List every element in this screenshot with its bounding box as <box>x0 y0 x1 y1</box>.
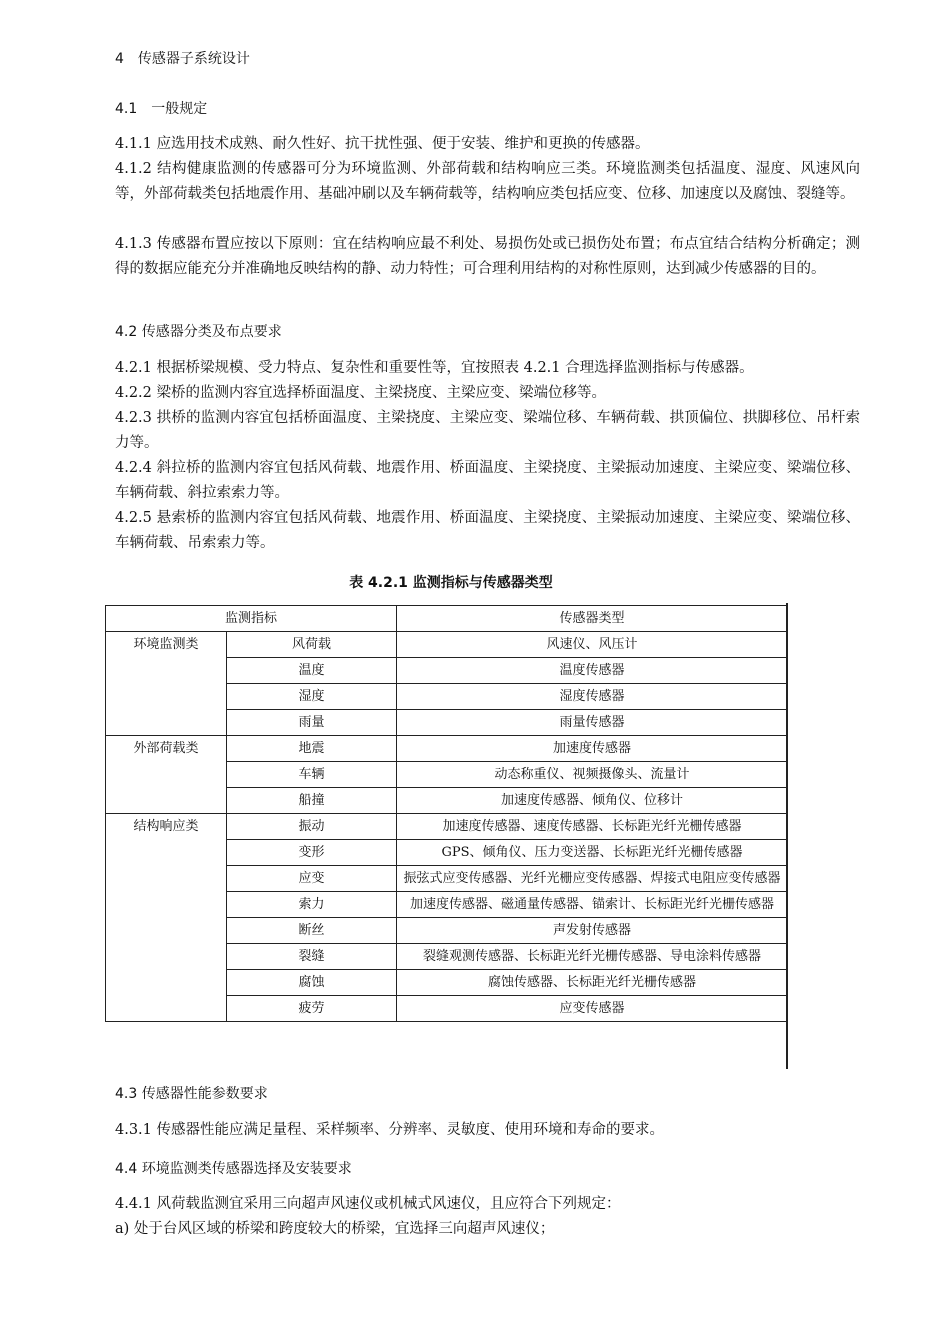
table-caption: 表 4.2.1 监测指标与传感器类型 <box>349 575 553 591</box>
header-indicator: 监测指标 <box>106 606 397 632</box>
paragraph-4-3-1: 4.3.1 传感器性能应满足量程、采样频率、分辨率、灵敏度、使用环境和寿命的要求。 <box>115 1122 665 1138</box>
list-item-a: a) 处于台风区域的桥梁和跨度较大的桥梁，宜选择三向超声风速仪； <box>115 1221 555 1237</box>
sensor-cell: 加速度传感器 <box>397 736 788 762</box>
sensor-cell: 风速仪、风压计 <box>397 632 788 658</box>
sensor-cell: 湿度传感器 <box>397 684 788 710</box>
header-sensor: 传感器类型 <box>397 606 788 632</box>
sensor-cell: 雨量传感器 <box>397 710 788 736</box>
sensor-cell: 应变传感器 <box>397 996 788 1022</box>
indicator-cell: 断丝 <box>227 918 397 944</box>
sensor-cell: 动态称重仪、视频摄像头、流量计 <box>397 762 788 788</box>
paragraph-4-1-3: 4.1.3 传感器布置应按以下原则：宜在结构响应最不利处、易损伤处或已损伤处布置；布点宜结合结构分析确定；测得的数据应能充分并准确地反映结构的静、动力特性；可合理利用结构的对称性原则，达到减少传感器的目的。 <box>115 236 860 277</box>
indicator-cell: 湿度 <box>227 684 397 710</box>
paragraph-4-4-1: 4.4.1 风荷载监测宜采用三向超声风速仪或机械式风速仪，且应符合下列规定： <box>115 1196 621 1212</box>
group-name: 结构响应类 <box>106 814 227 1022</box>
indicator-cell: 疲劳 <box>227 996 397 1022</box>
table-right-border <box>786 603 788 1069</box>
paragraph-4-2-3: 4.2.3 拱桥的监测内容宜包括桥面温度、主梁挠度、主梁应变、梁端位移、车辆荷载、拱顶偏位、拱脚移位、吊杆索力等。 <box>115 410 860 451</box>
group-name: 外部荷载类 <box>106 736 227 814</box>
indicator-cell: 变形 <box>227 840 397 866</box>
indicator-cell: 雨量 <box>227 710 397 736</box>
sensor-cell: 温度传感器 <box>397 658 788 684</box>
indicator-cell: 应变 <box>227 866 397 892</box>
subsection-heading-4-3: 4.3 传感器性能参数要求 <box>115 1086 268 1102</box>
indicator-cell: 风荷载 <box>227 632 397 658</box>
sensor-table <box>105 605 788 1022</box>
sensor-cell: 振弦式应变传感器、光纤光栅应变传感器、焊接式电阻应变传感器 <box>397 866 788 892</box>
subsection-heading-4-1: 4.1 一般规定 <box>115 101 208 117</box>
sensor-cell: 加速度传感器、速度传感器、长标距光纤光栅传感器 <box>397 814 788 840</box>
table-row <box>106 814 788 840</box>
indicator-cell: 地震 <box>227 736 397 762</box>
sensor-cell: 声发射传感器 <box>397 918 788 944</box>
paragraph-4-1-2: 4.1.2 结构健康监测的传感器可分为环境监测、外部荷载和结构响应三类。环境监测类包括温度、湿度、风速风向等，外部荷载类包括地震作用、基础冲刷以及车辆荷载等，结构响应类包括应变、位移、加速度以及腐蚀、裂缝等。 <box>115 161 860 202</box>
subsection-heading-4-4: 4.4 环境监测类传感器选择及安装要求 <box>115 1161 352 1177</box>
group-name: 环境监测类 <box>106 632 227 736</box>
sensor-cell: 裂缝观测传感器、长标距光纤光栅传感器、导电涂料传感器 <box>397 944 788 970</box>
sensor-cell: 腐蚀传感器、长标距光纤光栅传感器 <box>397 970 788 996</box>
indicator-cell: 裂缝 <box>227 944 397 970</box>
subsection-heading-4-2: 4.2 传感器分类及布点要求 <box>115 324 282 340</box>
paragraph-4-1-1: 4.1.1 应选用技术成熟、耐久性好、抗干扰性强、便于安装、维护和更换的传感器。 <box>115 136 650 152</box>
table-row <box>106 632 788 658</box>
section-heading: 4 传感器子系统设计 <box>115 51 250 67</box>
indicator-cell: 温度 <box>227 658 397 684</box>
paragraph-4-2-1: 4.2.1 根据桥梁规模、受力特点、复杂性和重要性等，宜按照表 4.2.1 合理选择监测指标与传感器。 <box>115 360 754 376</box>
table-row <box>106 736 788 762</box>
indicator-cell: 船撞 <box>227 788 397 814</box>
sensor-cell: 加速度传感器、磁通量传感器、锚索计、长标距光纤光栅传感器 <box>397 892 788 918</box>
paragraph-4-2-4: 4.2.4 斜拉桥的监测内容宜包括风荷载、地震作用、桥面温度、主梁挠度、主梁振动加速度、主梁应变、梁端位移、车辆荷载、斜拉索索力等。 <box>115 460 860 501</box>
sensor-cell: 加速度传感器、倾角仪、位移计 <box>397 788 788 814</box>
indicator-cell: 车辆 <box>227 762 397 788</box>
indicator-cell: 索力 <box>227 892 397 918</box>
indicator-cell: 腐蚀 <box>227 970 397 996</box>
paragraph-4-2-5: 4.2.5 悬索桥的监测内容宜包括风荷载、地震作用、桥面温度、主梁挠度、主梁振动加速度、主梁应变、梁端位移、车辆荷载、吊索索力等。 <box>115 510 860 551</box>
indicator-cell: 振动 <box>227 814 397 840</box>
sensor-cell: GPS、倾角仪、压力变送器、长标距光纤光栅传感器 <box>397 840 788 866</box>
paragraph-4-2-2: 4.2.2 梁桥的监测内容宜选择桥面温度、主梁挠度、主梁应变、梁端位移等。 <box>115 385 607 401</box>
table-header-row <box>106 606 788 632</box>
